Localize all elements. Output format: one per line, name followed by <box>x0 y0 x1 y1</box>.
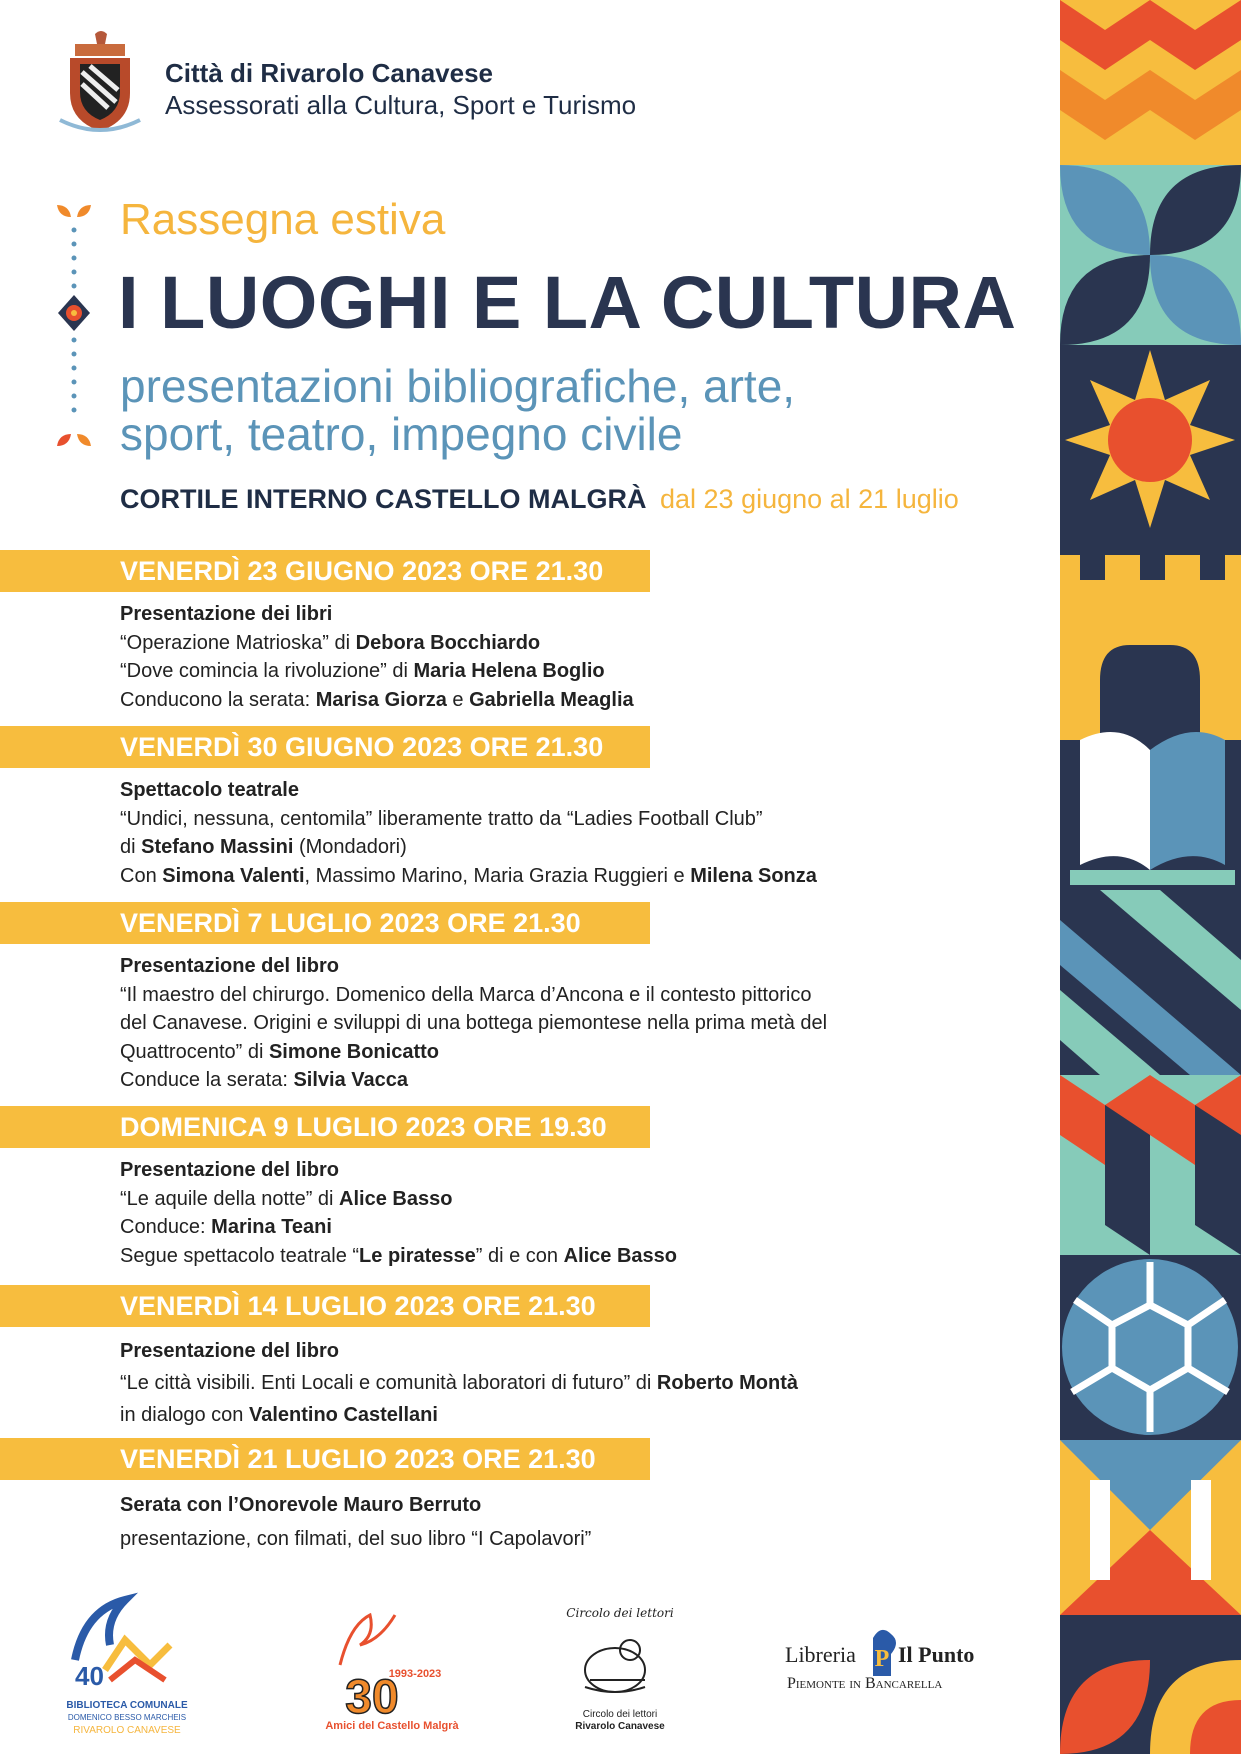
libreria-word: Libreria <box>785 1642 856 1667</box>
circolo-script: Circolo dei lettori <box>566 1606 674 1620</box>
event-line: “Operazione Matrioska” di Debora Bocchiardo <box>120 631 541 654</box>
circolo-lettori-logo <box>560 1595 680 1735</box>
event-line: Conducono la serata: Marisa Giorza e Gabriella Meaglia <box>120 688 634 711</box>
circolo-line1: Circolo dei lettori <box>582 1709 658 1720</box>
event-body <box>120 952 950 1095</box>
city-crest-icon <box>55 28 145 138</box>
event-date: VENERDÌ 30 GIUGNO 2023 ORE 21.30 <box>120 732 604 762</box>
sponsor-logos <box>0 1580 1060 1740</box>
event-line: Conduce la serata: Silvia Vacca <box>120 1069 408 1091</box>
event-date-bar <box>0 550 650 592</box>
circolo-line2: Rivarolo Canavese <box>575 1721 665 1732</box>
biblioteca-number: 40 <box>75 1661 104 1691</box>
event-line: “Undici, nessuna, centomila” liberamente tratto da “Ladies Football Club” <box>120 807 763 830</box>
libreria-tagline: Piemonte in Bancarella <box>787 1675 943 1692</box>
event-date-bar <box>0 902 650 944</box>
event-date: VENERDÌ 14 LUGLIO 2023 ORE 21.30 <box>120 1291 596 1321</box>
city-department: Assessorati alla Cultura, Sport e Turismo <box>165 90 637 120</box>
event-date-bar <box>0 1438 650 1480</box>
event-type: Presentazione dei libri <box>120 603 333 625</box>
event-body <box>120 776 950 890</box>
event-type: Serata con l’Onorevole Mauro Berruto <box>120 1494 482 1516</box>
kicker: Rassegna estiva <box>120 195 446 244</box>
event-line: Con Simona Valenti, Massimo Marino, Maria Grazia Ruggieri e Milena Sonza <box>120 864 817 887</box>
event-type: Presentazione del libro <box>120 955 339 977</box>
amici-years: 1993-2023 <box>388 1668 442 1680</box>
biblioteca-line3: RIVAROLO CANAVESE <box>73 1725 181 1736</box>
event-line: “Dove comincia la rivoluzione” di Maria Helena Boglio <box>120 660 605 682</box>
event-1 <box>0 550 1000 714</box>
event-6 <box>0 1438 1000 1556</box>
event-line: presentazione, con filmati, del suo libro “I Capolavori” <box>120 1528 592 1550</box>
event-body <box>120 600 950 714</box>
event-date-bar <box>0 726 650 768</box>
event-date-bar <box>0 1106 650 1148</box>
event-type: Presentazione del libro <box>120 1159 339 1181</box>
event-5 <box>0 1285 1000 1431</box>
event-line: Conduce: Marina Teani <box>120 1216 332 1238</box>
subtitle <box>120 362 970 458</box>
event-2 <box>0 726 1000 890</box>
event-body <box>120 1335 950 1431</box>
event-date: DOMENICA 9 LUGLIO 2023 ORE 19.30 <box>120 1112 607 1142</box>
event-body <box>120 1488 950 1556</box>
event-4 <box>0 1106 1000 1270</box>
event-line: di Stefano Massini (Mondadori) <box>120 836 407 858</box>
event-date-bar <box>0 1285 650 1327</box>
libreria-il-punto-logo <box>785 1620 1000 1700</box>
event-body <box>120 1156 950 1270</box>
subtitle-line: presentazioni bibliografiche, arte, <box>120 360 796 412</box>
event-line: “Il maestro del chirurgo. Domenico della Marca d’Ancona e il contesto pittorico <box>120 983 812 1006</box>
biblioteca-line1: BIBLIOTECA COMUNALE <box>66 1700 188 1711</box>
event-line: “Le aquile della notte” di Alice Basso <box>120 1187 453 1210</box>
city-name: Città di Rivarolo Canavese <box>165 58 493 88</box>
amici-castello-logo <box>320 1595 465 1735</box>
event-line: “Le città visibili. Enti Locali e comunità laboratori di futuro” di Roberto Montà <box>120 1372 799 1394</box>
page-title: I LUOGHI E LA CULTURA <box>118 261 1017 344</box>
event-date: VENERDÌ 23 GIUGNO 2023 ORE 21.30 <box>120 556 604 586</box>
event-type: Spettacolo teatrale <box>120 779 299 801</box>
event-date: VENERDÌ 21 LUGLIO 2023 ORE 21.30 <box>120 1444 596 1474</box>
venue-place: CORTILE INTERNO CASTELLO MALGRÀ <box>120 484 647 514</box>
biblioteca-logo <box>55 1580 200 1740</box>
event-date: VENERDÌ 7 LUGLIO 2023 ORE 21.30 <box>120 908 581 938</box>
event-line: Quattrocento” di Simone Bonicatto <box>120 1040 439 1063</box>
event-3 <box>0 902 1000 1095</box>
dotted-ornament-icon <box>54 200 94 450</box>
amici-number: 30 <box>345 1671 399 1724</box>
venue-dates: dal 23 giugno al 21 luglio <box>660 484 959 514</box>
decorative-side-panel <box>1060 0 1241 1754</box>
venue <box>120 484 959 515</box>
header <box>55 28 775 138</box>
event-line: in dialogo con Valentino Castellani <box>120 1404 438 1426</box>
amici-name: Amici del Castello Malgrà <box>325 1720 459 1732</box>
event-type: Presentazione del libro <box>120 1340 339 1362</box>
biblioteca-line2: DOMENICO BESSO MARCHEIS <box>67 1713 187 1722</box>
event-line: Segue spettacolo teatrale “Le piratesse” di e con Alice Basso <box>120 1244 677 1267</box>
libreria-name: Il Punto <box>898 1642 975 1667</box>
libreria-letter: P <box>874 1646 890 1672</box>
event-line: del Canavese. Origini e sviluppi di una bottega piemontese nella prima metà del <box>120 1012 828 1034</box>
subtitle-line: sport, teatro, impegno civile <box>120 408 683 460</box>
